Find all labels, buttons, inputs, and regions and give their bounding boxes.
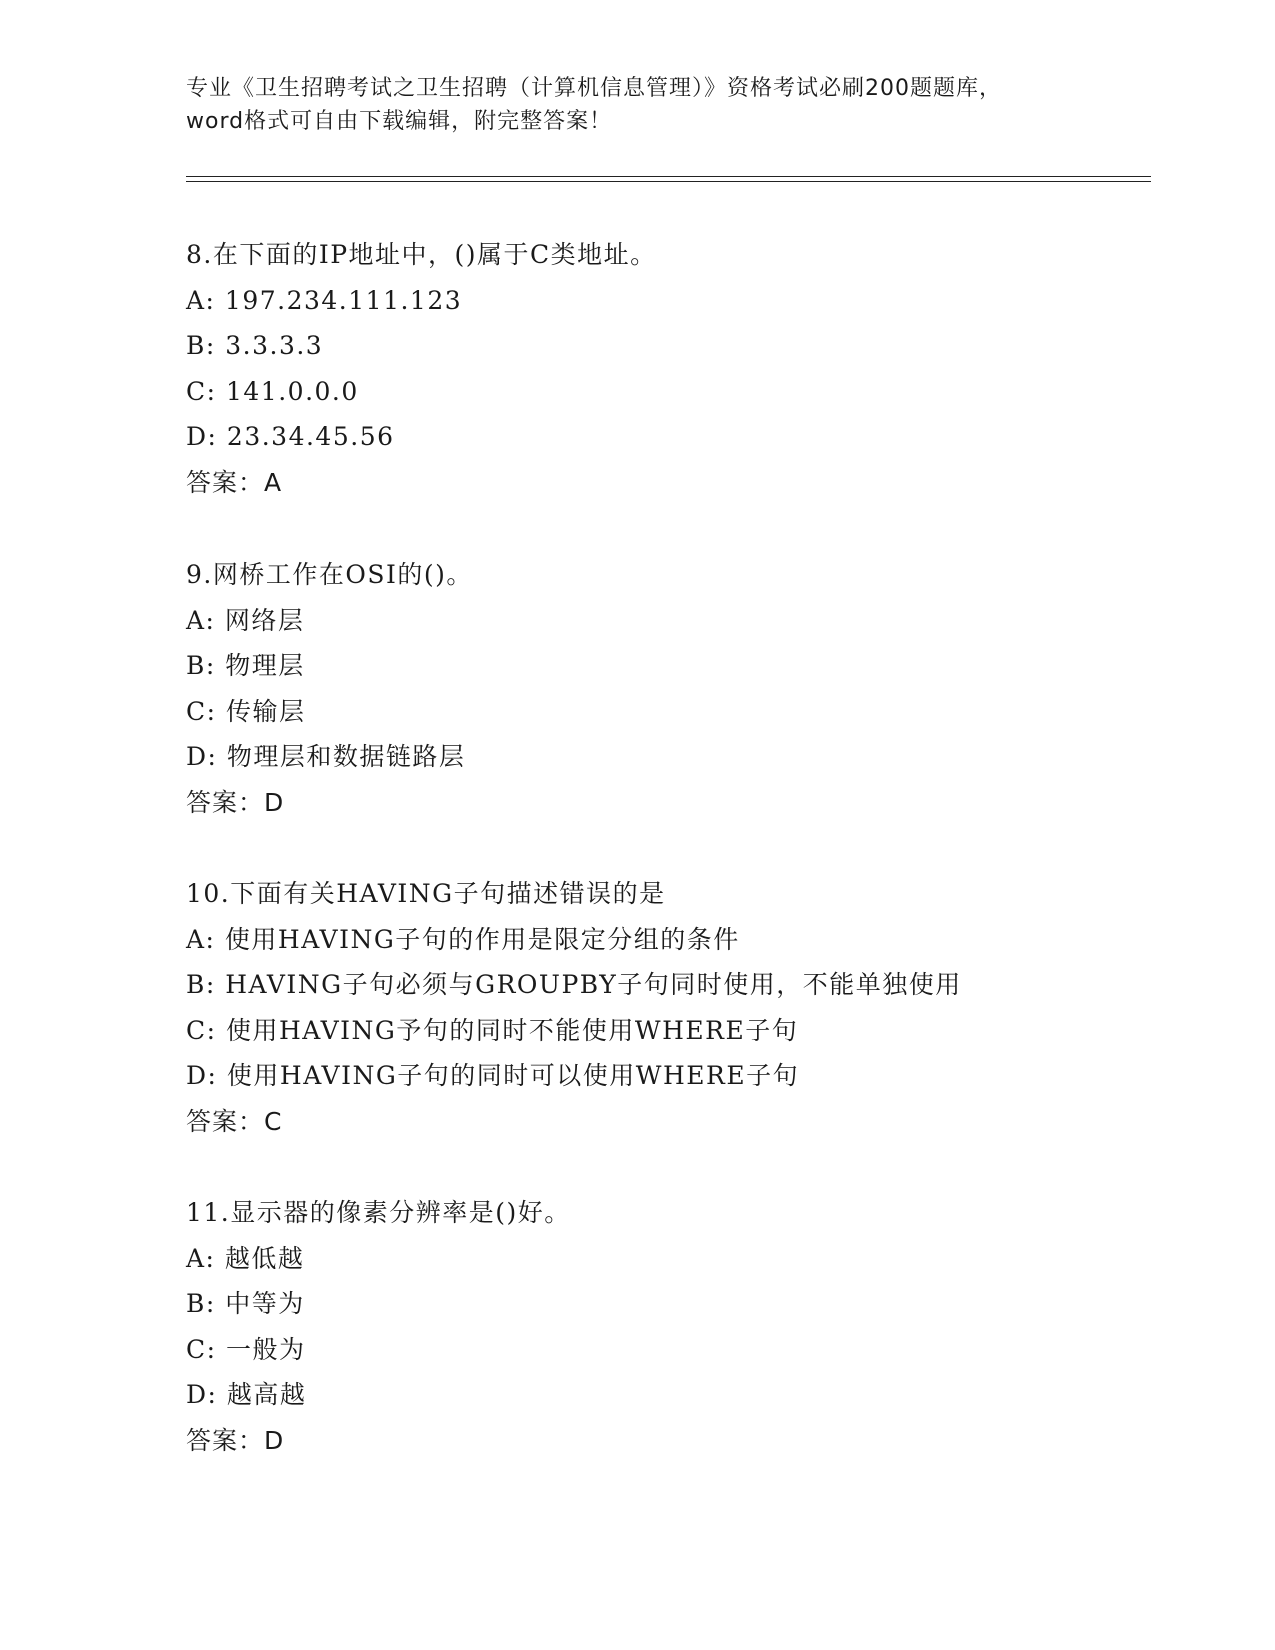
answer: 答案：A — [186, 467, 283, 497]
option-a: A: 197.234.111.123 — [186, 285, 463, 315]
option-d: D: 23.34.45.56 — [186, 422, 395, 451]
question-stem: 11.显示器的像素分辨率是()好。 — [186, 1198, 571, 1227]
question-stem: 9.网桥工作在OSI的()。 — [186, 560, 473, 589]
option-d: D: 越高越 — [186, 1380, 307, 1409]
question-stem: 10.下面有关HAVING子句描述错误的是 — [186, 879, 666, 908]
question-9 — [186, 552, 1186, 825]
question-10 — [186, 871, 1186, 1144]
header-divider-bottom — [186, 181, 1151, 182]
option-a: A: 使用HAVING子句的作用是限定分组的条件 — [186, 924, 740, 954]
header-line-2: word格式可自由下载编辑，附完整答案！ — [186, 109, 613, 134]
option-c: C: 使用HAVING予句的同时不能使用WHERE子句 — [186, 1015, 799, 1045]
option-c: C: 141.0.0.0 — [186, 376, 359, 406]
header-line-1: 专业《卫生招聘考试之卫生招聘（计算机信息管理）》资格考试必刷200题题库， — [186, 76, 1002, 101]
option-b: B: 3.3.3.3 — [186, 331, 324, 360]
option-c: C: 传输层 — [186, 696, 306, 726]
question-8 — [186, 232, 1186, 505]
option-b: B: HAVING子句必须与GROUPBY子句同时使用，不能单独使用 — [186, 970, 962, 999]
option-b: B: 中等为 — [186, 1289, 305, 1318]
answer: 答案：D — [186, 1425, 285, 1455]
option-b: B: 物理层 — [186, 651, 305, 680]
header-divider-top — [186, 176, 1151, 177]
document-header — [186, 72, 1086, 138]
answer: 答案：C — [186, 1106, 283, 1136]
question-stem: 8.在下面的IP地址中，()属于C类地址。 — [186, 240, 657, 269]
option-c: C: 一般为 — [186, 1334, 306, 1364]
option-a: A: 网络层 — [186, 605, 305, 635]
option-a: A: 越低越 — [186, 1243, 305, 1273]
answer: 答案：D — [186, 787, 285, 817]
option-d: D: 使用HAVING子句的同时可以使用WHERE子句 — [186, 1061, 800, 1090]
option-d: D: 物理层和数据链路层 — [186, 742, 466, 771]
question-11 — [186, 1190, 1186, 1463]
